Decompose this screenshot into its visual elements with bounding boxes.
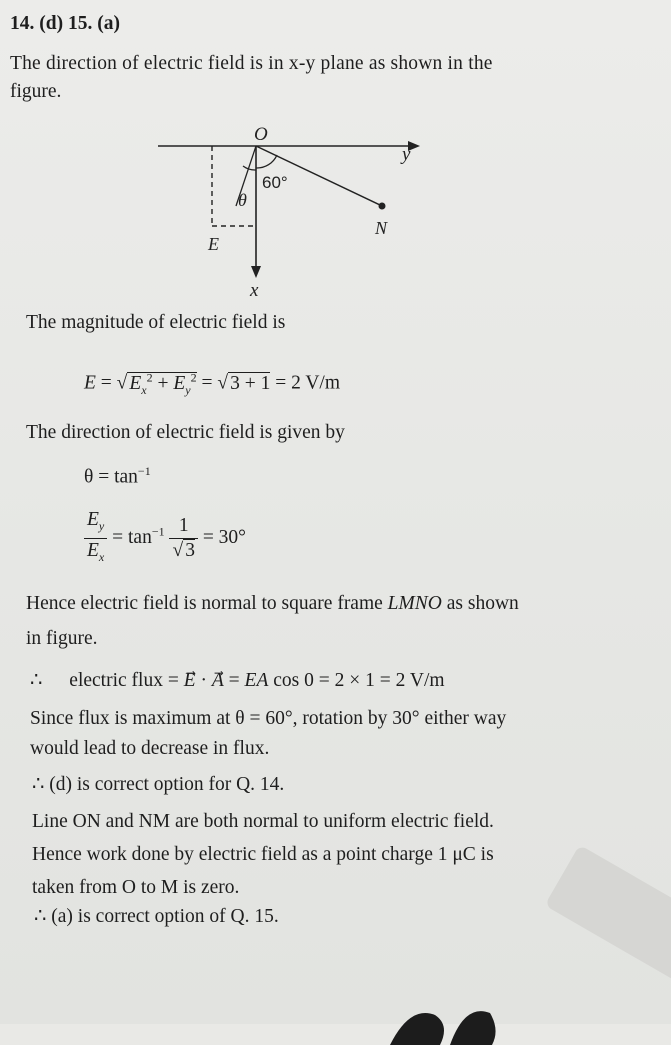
normal-line-1: Hence electric field is normal to square frame LMNO as shown <box>26 593 519 614</box>
one-over-root3-fraction: $\frac{1}{√ 3}$ <box>169 514 197 563</box>
ratio-equation: $\frac{E_y}{E_x}$ = $\tan^{-1}$ $\frac{1}{√ 3}$ = 30° <box>84 508 246 569</box>
q14-answer: ∴ (d) is correct option for Q. 14. <box>32 774 285 795</box>
bottom-cropped-graphic <box>380 985 500 1045</box>
intro-line-2: figure. <box>10 81 62 102</box>
flux-equation: ∴ electric flux = E⃗ · A⃗ = EA cos 0 = 2 × 1 = 2 V/m <box>30 670 445 691</box>
sqrt-inner: 3 + 1 <box>230 372 271 394</box>
x-axis-label: x <box>250 280 259 298</box>
point-n-label: N <box>375 218 388 238</box>
line-para-1: Line ON and NM are both normal to uniform electric field. <box>32 811 494 832</box>
line-para-2: Hence work done by electric field as a point charge 1 μC is <box>32 844 494 865</box>
since-line-1: Since flux is maximum at θ = 60°, rotation by 30° either way <box>30 708 507 729</box>
magnitude-result: = 2 V/m <box>275 372 341 394</box>
y-axis-label: y <box>402 144 411 165</box>
normal-line-2: in figure. <box>26 628 98 649</box>
point-e-label: E <box>208 234 219 254</box>
magnitude-text: The magnitude of electric field is <box>26 312 286 333</box>
direction-text: The direction of electric field is given by <box>26 422 345 443</box>
intro-line-1: The direction of electric field is in x-y plane as shown in the <box>10 53 493 74</box>
x-axis-arrowhead <box>251 266 261 278</box>
watermark-graphic <box>531 831 671 1009</box>
theta-label: θ <box>238 190 247 210</box>
line-para-3: taken from O to M is zero. <box>32 877 240 898</box>
field-diagram <box>150 118 430 298</box>
angle-60-arc <box>256 155 277 168</box>
heading: 14. (d) 15. (a) <box>10 13 120 34</box>
magnitude-equation: E = √ $E_x^2 + E_y^2$ = √ 3 + 1 = 2 V/m <box>84 370 341 397</box>
origin-label: O <box>254 124 268 145</box>
since-line-2: would lead to decrease in flux. <box>30 738 270 759</box>
q15-answer: ∴ (a) is correct option of Q. 15. <box>34 906 279 927</box>
point-n <box>379 203 386 210</box>
ey-ex-fraction: $\frac{E_y}{E_x}$ <box>84 508 107 569</box>
angle-60-label: 60° <box>262 173 288 192</box>
theta-equation: $\theta = \tan^{-1}$ <box>84 464 151 488</box>
